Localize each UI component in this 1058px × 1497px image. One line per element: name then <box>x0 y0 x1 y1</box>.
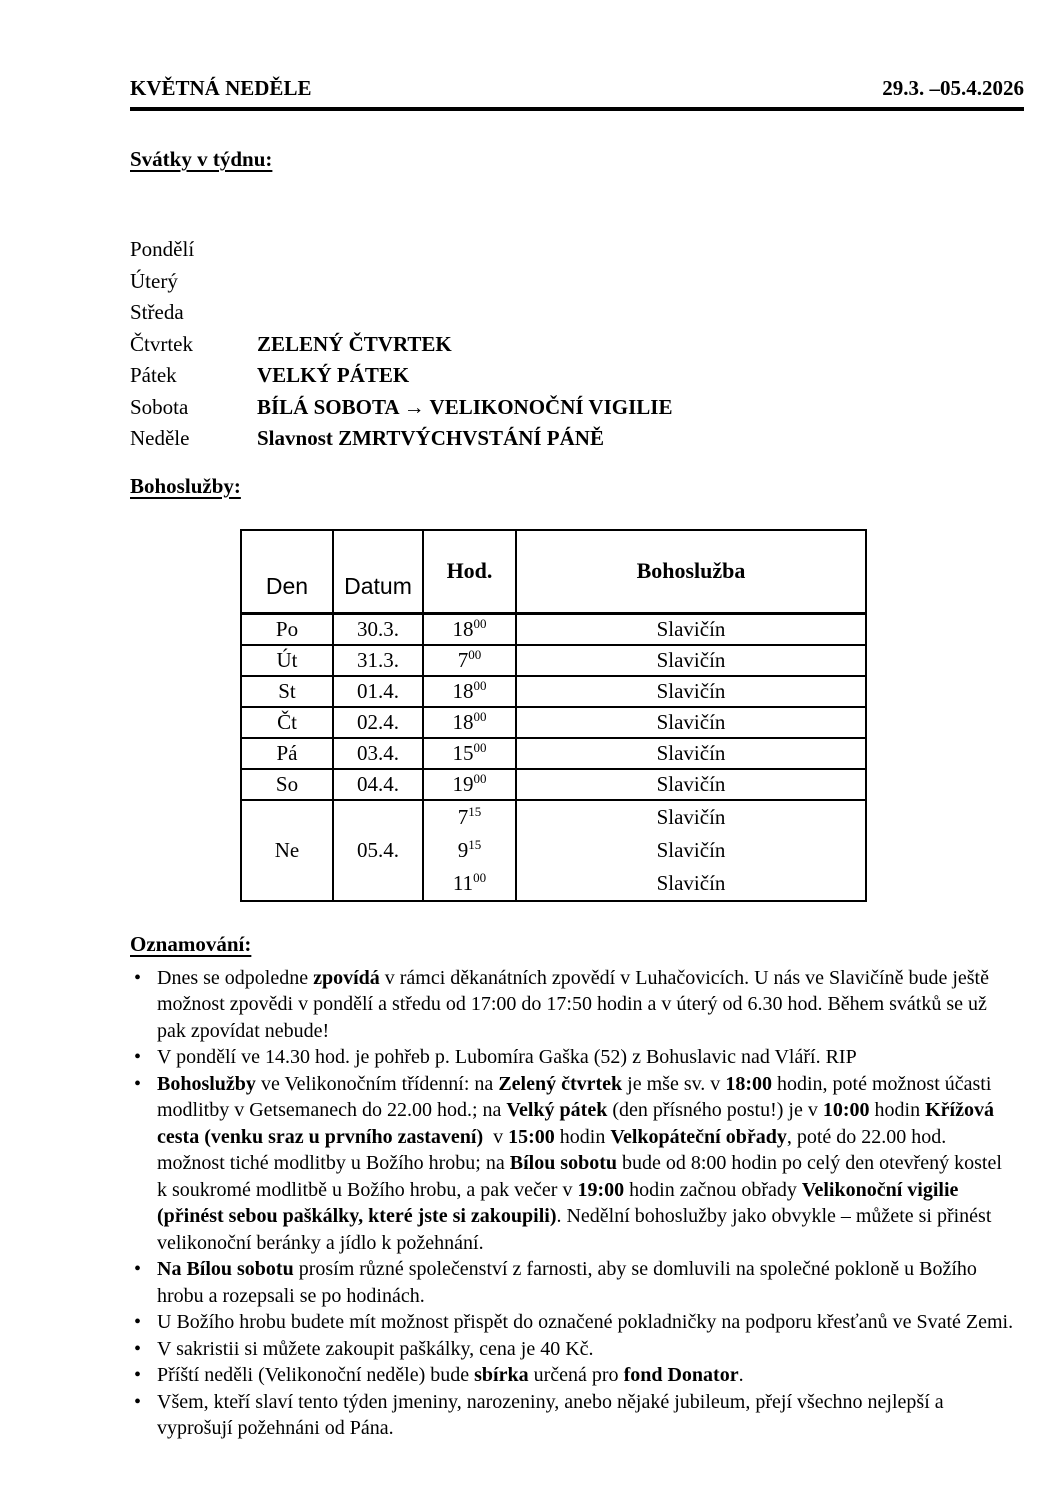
time-value <box>424 615 515 643</box>
text-segment: hodin <box>869 1099 926 1121</box>
cell-service <box>516 676 866 707</box>
text-segment: v rámci děkanátních zpovědí v Luhačovicích. U nás ve Slavičíně bude ještě možnost zpovědi v pondělí a středu od 17:00 do 17:50 hodin a v úterý od 6.30 hod. Během svátků se už pak zpovídat nebude! <box>157 966 989 1042</box>
text-segment: Dnes se odpoledne <box>157 966 314 989</box>
table-row <box>241 707 866 738</box>
time-hour: 19 <box>452 772 474 796</box>
text-segment: prosím různé společenství z farnosti, aby se domluvili na společné pokloně u Božího hrobu a rozepsali se po hodinách. <box>157 1258 977 1307</box>
text-segment: Zelený čtvrtek <box>498 1072 623 1095</box>
service-place: Slavičín <box>656 804 726 829</box>
page-title: KVĚTNÁ NEDĚLE <box>130 76 312 100</box>
holiday-day: Pondělí <box>130 237 195 261</box>
announcement-text <box>157 1362 1016 1389</box>
time-minutes: 00 <box>473 678 487 693</box>
cell-service <box>516 613 866 645</box>
holiday-event: Slavnost ZMRTVÝCHVSTÁNÍ PÁNĚ <box>257 426 604 450</box>
time-value <box>424 646 515 674</box>
time-value <box>424 770 515 798</box>
service-place: Slavičín <box>656 617 726 641</box>
cell-date: 02.4. <box>333 707 423 738</box>
cell-time <box>423 707 516 738</box>
table-row <box>241 676 866 707</box>
holiday-day: Úterý <box>130 268 178 293</box>
text-segment: Velkopáteční obřady <box>610 1125 787 1148</box>
cell-day: Út <box>241 645 333 676</box>
announcement-text <box>157 1309 1016 1336</box>
holiday-row <box>130 266 1024 298</box>
time-hour: 9 <box>457 837 469 862</box>
time-minutes: 15 <box>468 803 482 819</box>
cell-time <box>423 613 516 645</box>
text-segment: sbírka <box>474 1364 529 1386</box>
text-segment: Velký pátek <box>506 1099 608 1121</box>
time-hour: 18 <box>452 679 474 703</box>
time-hour: 11 <box>452 870 474 895</box>
text-segment: Všem, kteří slaví tento týden jmeniny, narozeniny, anebo nějaké jubileum, přejí všechno nejlepší a vyprošují požehnáni od Pána. <box>157 1390 944 1439</box>
service-place: Slavičín <box>656 679 726 703</box>
announcement-text <box>157 1071 1016 1257</box>
table-header-row <box>241 530 866 614</box>
text-segment: (den přísného postu!) je v <box>607 1099 823 1121</box>
announcement-text <box>157 1044 1016 1071</box>
text-segment: bude od 8:00 hodin po celý den otevřený kostel k soukromé modlitbě u Božího hrobu, a pak večer v <box>157 1152 1002 1201</box>
time-minutes: 15 <box>468 836 482 852</box>
text-segment: zpovídá <box>313 966 380 989</box>
table-row <box>241 613 866 645</box>
holiday-row <box>130 423 1024 455</box>
time-value <box>424 801 515 834</box>
text-segment: 15:00 <box>508 1125 555 1148</box>
text-segment: Bohoslužby <box>157 1072 256 1095</box>
cell-time <box>423 738 516 769</box>
cell-service <box>516 707 866 738</box>
cell-service <box>516 645 866 676</box>
cell-service <box>516 800 866 901</box>
bullet-icon: • <box>134 1364 142 1386</box>
holiday-row <box>130 234 1024 266</box>
cell-date: 03.4. <box>333 738 423 769</box>
holiday-day: Neděle <box>130 426 190 450</box>
list-item <box>130 965 1016 1045</box>
cell-day: Po <box>241 613 333 645</box>
announcement-text <box>157 1256 1016 1309</box>
text-segment: je mše sv. v <box>622 1072 726 1095</box>
time-minutes: 00 <box>468 647 482 662</box>
list-item <box>130 1362 1016 1389</box>
time-minutes: 00 <box>473 616 487 631</box>
announcements-list <box>130 965 1016 1442</box>
date-range: 29.3. –05.4.2026 <box>882 76 1024 100</box>
cell-service <box>516 738 866 769</box>
text-segment: v <box>483 1125 509 1148</box>
time-hour: 18 <box>452 617 474 641</box>
time-hour: 18 <box>452 710 474 734</box>
holiday-day: Středa <box>130 300 184 324</box>
holiday-row <box>130 329 1024 361</box>
time-hour: 15 <box>452 741 474 765</box>
time-hour: 7 <box>457 804 469 829</box>
text-segment: U Božího hrobu budete mít možnost přispět do označené pokladničky na podporu křesťanů ve Svaté Zemi. <box>157 1311 1014 1333</box>
text-segment: 19:00 <box>577 1178 625 1201</box>
text-segment: Křížová cesta (venku sraz u prvního zastavení) <box>157 1099 994 1148</box>
holiday-row <box>130 360 1024 392</box>
list-item <box>130 1044 1016 1071</box>
service-place: Slavičín <box>656 870 726 895</box>
cell-date: 04.4. <box>333 769 423 800</box>
text-segment: Velikonoční vigilie (přinést sebou paškálky, které jste si zakoupili) <box>157 1178 959 1227</box>
text-segment: určená pro <box>528 1364 624 1386</box>
text-segment: Příští neděli (Velikonoční neděle) bude <box>157 1364 475 1386</box>
cell-day: Čt <box>241 707 333 738</box>
holiday-event: VELKÝ PÁTEK <box>257 363 410 387</box>
holiday-event: ZELENÝ ČTVRTEK <box>257 331 452 356</box>
bullet-icon: • <box>134 1311 142 1333</box>
table-row <box>241 800 866 901</box>
time-value <box>424 739 515 767</box>
service-place: Slavičín <box>656 648 726 672</box>
text-segment: Bílou sobotu <box>509 1152 617 1174</box>
bullet-icon: • <box>134 1337 142 1360</box>
announcements-heading: Oznamování: <box>130 931 252 956</box>
holiday-day: Pátek <box>130 363 177 387</box>
cell-date: 31.3. <box>333 645 423 676</box>
services-heading: Bohoslužby: <box>130 473 241 498</box>
time-minutes: 00 <box>473 740 487 755</box>
holiday-day: Čtvrtek <box>130 331 193 356</box>
time-minutes: 00 <box>473 869 487 885</box>
list-item <box>130 1336 1016 1363</box>
time-value <box>424 834 515 867</box>
announcement-text <box>157 1336 1016 1363</box>
cell-time <box>423 769 516 800</box>
cell-date: 01.4. <box>333 676 423 707</box>
cell-day: Ne <box>241 800 333 901</box>
time-hour: 7 <box>457 648 469 672</box>
bullet-icon: • <box>134 1390 142 1413</box>
col-header-bohosluzba: Bohoslužba <box>516 530 866 614</box>
bullet-icon: • <box>134 966 142 989</box>
document-header <box>130 76 1024 111</box>
holiday-row <box>130 297 1024 329</box>
time-minutes: 00 <box>473 771 487 786</box>
cell-time <box>423 800 516 901</box>
text-segment: Na Bílou sobotu <box>157 1258 294 1280</box>
text-segment: hodin, poté možnost účasti modlitby v Getsemanech do 22.00 hod.; na <box>157 1072 992 1121</box>
text-segment: hodin začnou obřady <box>624 1178 802 1201</box>
table-row <box>241 738 866 769</box>
cell-time <box>423 645 516 676</box>
col-header-den: Den <box>241 530 333 614</box>
cell-day: Pá <box>241 738 333 769</box>
announcement-text <box>157 1389 1016 1442</box>
text-segment: 18:00 <box>725 1072 772 1095</box>
col-header-hod: Hod. <box>423 530 516 614</box>
service-place: Slavičín <box>656 741 726 765</box>
cell-time <box>423 676 516 707</box>
holidays-list <box>130 234 1024 455</box>
cell-day: So <box>241 769 333 800</box>
text-segment: hodin <box>554 1125 611 1148</box>
list-item <box>130 1256 1016 1309</box>
holiday-row <box>130 392 1024 424</box>
bullet-icon: • <box>134 1258 142 1280</box>
text-segment: 10:00 <box>822 1099 870 1121</box>
cell-date: 30.3. <box>333 613 423 645</box>
holiday-event: BÍLÁ SOBOTA → VELIKONOČNÍ VIGILIE <box>257 394 673 419</box>
text-segment: ve Velikonočním třídenní: na <box>255 1072 499 1095</box>
time-value <box>424 867 515 900</box>
text-segment: . Nedělní bohoslužby jako obvykle – můžete si přinést velikonoční beránky a jídlo k požehnání. <box>157 1205 992 1254</box>
services-table <box>240 529 867 902</box>
bullet-icon: • <box>134 1072 142 1095</box>
time-value <box>424 677 515 705</box>
text-segment: . <box>738 1364 744 1386</box>
cell-service <box>516 769 866 800</box>
text-segment: V pondělí ve 14.30 hod. je pohřeb p. Lubomíra Gaška (52) z Bohuslavic nad Vláří. RIP <box>157 1046 857 1068</box>
service-place: Slavičín <box>656 772 726 796</box>
list-item <box>130 1071 1016 1257</box>
table-row <box>241 769 866 800</box>
time-value <box>424 708 515 736</box>
bullet-icon: • <box>134 1046 142 1068</box>
holiday-day: Sobota <box>130 394 189 419</box>
cell-day: St <box>241 676 333 707</box>
text-segment: fond Donator <box>623 1364 739 1386</box>
list-item <box>130 1389 1016 1442</box>
col-header-datum: Datum <box>333 530 423 614</box>
cell-date: 05.4. <box>333 800 423 901</box>
text-segment: V sakristii si můžete zakoupit paškálky, cena je 40 Kč. <box>157 1337 594 1360</box>
text-segment: , poté do 22.00 hod. možnost tiché modlitby u Božího hrobu; na <box>157 1125 947 1174</box>
service-place: Slavičín <box>656 710 726 734</box>
service-place: Slavičín <box>656 837 726 862</box>
table-row <box>241 645 866 676</box>
list-item <box>130 1309 1016 1336</box>
holidays-heading: Svátky v týdnu: <box>130 147 273 171</box>
announcement-text <box>157 965 1016 1045</box>
time-minutes: 00 <box>473 709 487 724</box>
